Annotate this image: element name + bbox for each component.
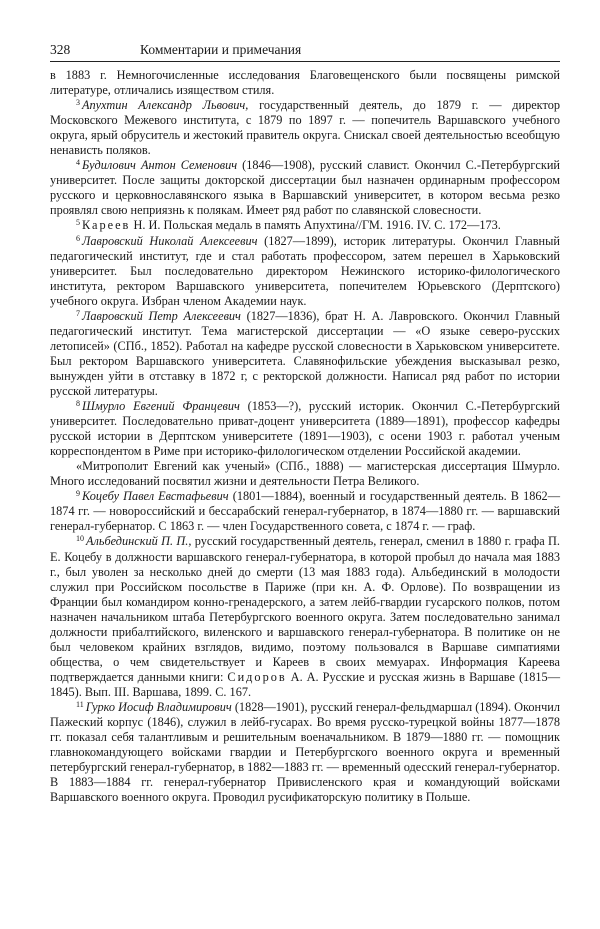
note-text: (1801—1884), военный и государственный деятель. В 1862—1874 гг. — новороссийский и бессарабский генерал-губернатор, в 1874—1880 гг. — варшавский генерал-губернатор. С 1863 г. — член Государственного совета, с 1874 г. — граф.: [50, 489, 560, 534]
page-number: 328: [50, 42, 71, 57]
note-text: (1846—1908), русский славист. Окончил С.-Петербургский университет. После защиты докторской диссертации был назначен ординарным профессором русского и церковнославянского языка в Варшавский университет, в котором весьма резко проявлял свою неприязнь к полякам. Имеет ряд работ по славянской словесности.: [50, 158, 560, 218]
note-n2-cont: [50, 68, 560, 98]
notes-body: [50, 68, 560, 805]
note-text: (1828—1901), русский генерал-фельдмаршал (1894). Окончил Пажеский корпус (1846), служил в лейб-гусарах. Во время русско-турецкой войны 1877—1878 гг. показал себя талантливым и решительным военачальником. В 1879—1880 гг. — помощник главнокомандующего войсками гвардии и Петербургского военного округа и временный петербургский генерал-губернатор, в 1882—1883 гг. — временный одесский генерал-губернатор. В 1883—1884 гг. генерал-губернатор Привисленского края и командующий войсками Варшавского военного округа. Проводил русификаторскую политику в Польше.: [50, 699, 561, 805]
footnote-marker: 5: [76, 218, 80, 228]
note-text: «Митрополит Евгений как ученый» (СПб., 1888) — магистерская диссертация Шмурло. Много исследований посвятил жизни и деятельности Петра Великого.: [50, 459, 560, 489]
footnote-marker: 10: [76, 534, 84, 544]
note-subject-name: Апухтин Александр Львович,: [82, 98, 249, 113]
note-subject-name: Шмурло Евгений Францевич: [82, 399, 240, 414]
note-text: (1827—1836), брат Н. А. Лавровского. Окончил Главный педагогический институт. Тема магистерской диссертации — «О языке северо-русских летописей» (СПб., 1852). Работал на кафедре русской словесности в Харьковском университете. Был ректором Варшавского университета. Славянофильские убеждения высказывал резко, вынужден уйти в отставку в 1872 г, с ректорской должности. Написал ряд работ по истории русской литературы.: [50, 308, 560, 398]
note-text: А. А. Русские и русская жизнь в Варшаве (1815—1845). Вып. III. Варшава, 1899. С. 167.: [50, 669, 560, 699]
note-n9: [50, 489, 560, 534]
footnote-marker: 4: [76, 158, 80, 168]
note-subject-name: Гурко Иосиф Владимирович: [85, 699, 232, 714]
footnote-marker: 11: [76, 699, 84, 709]
note-text: государственный деятель, до 1879 г. — директор Московского Межевого института, с 1879 по 1897 г. — попечитель Варшавского учебного округа, ярый обруситель и жестокий правитель округа. Снискал своей деятельностью всеобщую ненависть поляков.: [50, 98, 561, 158]
footnote-marker: 3: [76, 98, 80, 108]
note-subject-name: Лавровский Николай Алексеевич: [82, 233, 258, 248]
note-n8b: [50, 459, 560, 489]
note-n7: [50, 309, 560, 399]
note-n5: [50, 218, 560, 233]
author-name: Кареев: [82, 218, 131, 233]
author-name: Сидоров: [227, 669, 287, 684]
note-subject-name: Альбединский П. П.,: [86, 534, 192, 549]
document-page: [50, 42, 560, 805]
note-n10: [50, 534, 560, 700]
note-n3: [50, 98, 560, 158]
note-text: (1827—1899), историк литературы. Окончил Главный педагогический институт, где и стал работать профессором, затем перешел в Харьковский университет. Был последовательно директором Нежинского историко-филологического института, ректором Варшавского университета, попечителем Юрьевского (Дерптского) учебного округа. Избран членом Академии наук.: [50, 233, 560, 308]
note-n8: [50, 399, 560, 459]
note-text: Н. И. Польская медаль в память Апухтина//ГМ. 1916. IV. С. 172—173.: [130, 218, 501, 233]
footnote-marker: 9: [76, 489, 80, 499]
footnote-marker: 6: [76, 233, 80, 243]
note-subject-name: Лавровский Петр Алексеевич: [82, 308, 241, 323]
running-header: [50, 42, 560, 62]
footnote-marker: 7: [76, 308, 80, 318]
footnote-marker: 8: [76, 399, 80, 409]
note-n11: [50, 700, 560, 805]
note-text: (1853—?), русский историк. Окончил С.-Петербургский университет. Последовательно приват-доцент университета (1889—1891), профессор кафедры русской истории в Дерптском университете (1891—1903), с осени 1903 г. работал ученым корреспондентом в Риме при историко-филологическом отделении Российской академии.: [50, 399, 560, 459]
note-subject-name: Коцебу Павел Евстафьевич: [82, 489, 229, 504]
note-text: в 1883 г. Немногочисленные исследования Благовещенского были посвящены римской литературе, отличались изяществом стиля.: [50, 68, 560, 98]
note-n4: [50, 158, 560, 218]
note-subject-name: Будилович Антон Семенович: [82, 158, 238, 173]
note-text: русский государственный деятель, генерал, сменил в 1880 г. графа П. Е. Коцебу в должности варшавского генерал-губернатора, в которой пробыл до начала мая 1883 г., был уволен за несколько дней до смерти (13 мая 1883 года). Альбединский в молодости служил при Российском посольстве в Париже (при кн. А. Ф. Орлове). По возвращении из Франции был командиром конно-гренадерского, а затем лейб-гвардии гусарского полков, потом назначен начальником штаба Петербургского военного округа. Затем последовательно занимал должности прибалтийского, виленского и варшавского генерал-губернатора. В политике он не был человеком крайних взглядов, видимо, поэтому пользовался в Варшаве симпатиями общества, о чем свидетельствует и Кареев в своих мемуарах. Информация Кареева подтверждается данными книги:: [50, 534, 560, 684]
note-n6: [50, 234, 560, 309]
running-title: Комментарии и примечания: [140, 42, 302, 57]
